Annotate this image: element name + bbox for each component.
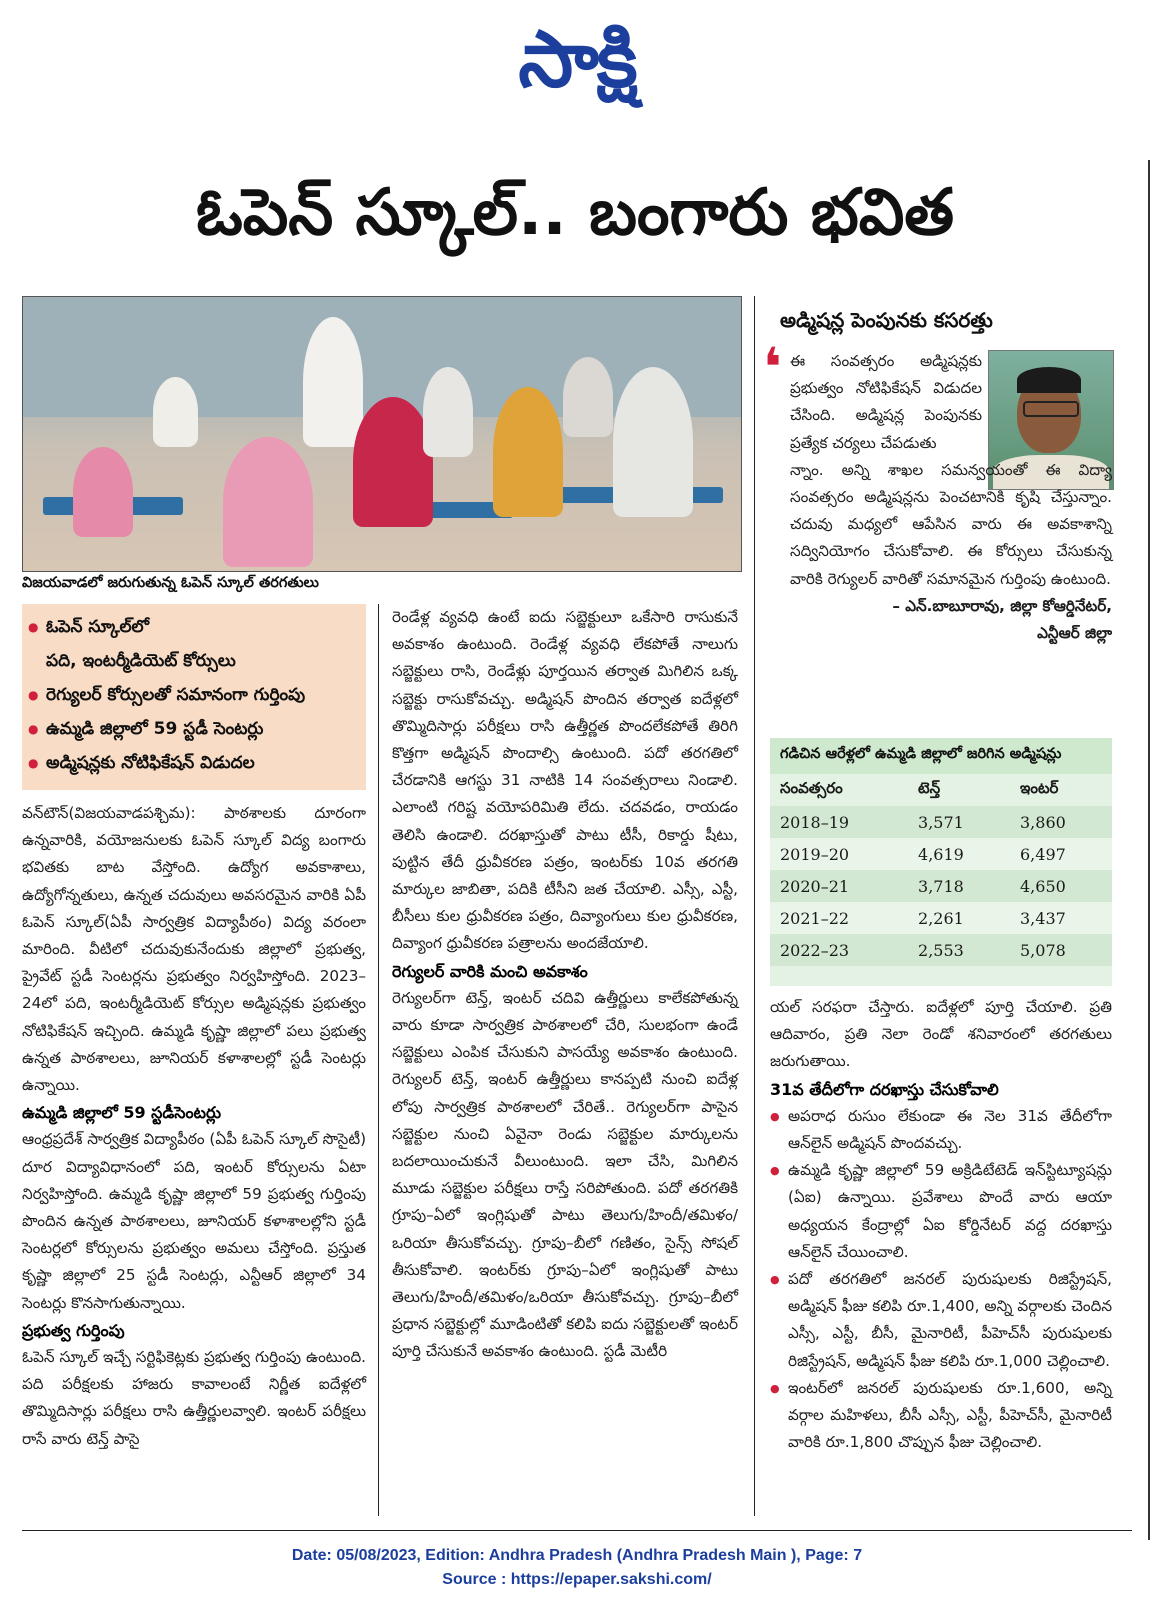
highlight-item: ● ఓపెన్ స్కూల్‌లో	[32, 610, 356, 644]
bullet-item: ● ఇంటర్‌లో జనరల్ పురుషులకు రూ.1,600, అన్ని వర్గాల మహిళలు, బీసీ ఎస్సీ, ఎస్టీ, పీహెచ్‌సీ, మైనారిటీ వారికి రూ.1,800 చొప్పున ఫీజు చెల్లించాలి.	[770, 1375, 1112, 1457]
masthead-logo: సాక్షి	[518, 15, 636, 105]
column-divider	[378, 604, 379, 1516]
edition-line: Date: 05/08/2023, Edition: Andhra Pradesh (Andhra Pradesh Main ), Page: 7	[291, 1547, 863, 1564]
data-table	[770, 774, 1112, 966]
article-column-2	[392, 604, 738, 1366]
highlight-item: పది, ఇంటర్మీడియెట్ కోర్సులు	[46, 651, 236, 671]
table-cell: 3,718	[908, 870, 1010, 902]
table-row	[770, 838, 1112, 870]
table-cell: 2020–21	[770, 870, 908, 902]
table-cell: 2022–23	[770, 934, 908, 966]
attribution: ఎన్టీఆర్ జిల్లా	[1037, 624, 1112, 643]
intro-paragraph: వన్‌టౌన్(విజయవాడపశ్చిమ): పాఠశాలకు దూరంగా ఉన్నవారికి, వయోజనులకు ఓపెన్ స్కూల్ విద్య బంగారు భవితకు బాట వేస్తోంది. ఉద్యోగ అవకాశాలు, ఉద్యోగోన్నతులు, ఉన్నత చదువులు అవసరమైన వారికి ఏపీ ఓపెన్ స్కూల్(ఏపీ సార్వత్రిక విద్యాపీఠం) విద్య వరంలా మారింది. వీటిలో చదువుకునేందుకు జిల్లాలో ప్రభుత్వ, ప్రైవేట్ స్టడీ సెంటర్లను ప్రభుత్వం నిర్వహిస్తోంది. 2023–24లో పది, ఇంటర్మీడియెట్ కోర్సుల అడ్మిషన్లకు ప్రభుత్వం నోటిఫికేషన్ ఇచ్చింది. ఉమ్మడి కృష్ణా జిల్లాలో పలు ప్రభుత్వ ఉన్నత పాఠశాలలు, జూనియర్ కళాశాలల్లో స్టడీ సెంటర్లు ఉన్నాయి.	[22, 804, 366, 1095]
subheading: 31వ తేదీలోగా దరఖాస్తు చేసుకోవాలి	[770, 1079, 999, 1099]
table-cell: 4,619	[908, 838, 1010, 870]
table-cell: 2019–20	[770, 838, 908, 870]
page-edge	[1148, 160, 1150, 1540]
column-header: సంవత్సరం	[780, 779, 843, 797]
footer-divider	[22, 1530, 1132, 1531]
interview-text: ఈ సంవత్సరం అడ్మిషన్లకు ప్రభుత్వం నోటిఫికేషన్ విడుదల చేసింది. అడ్మిషన్ల పెంపునకు ప్రత్యేక చర్యలు చేపడుతు	[790, 352, 982, 452]
interview-text: న్నాం. అన్ని శాఖల సమన్వయంతో ఈ విద్యా సంవత్సరం అడ్మిషన్లను పెంచటానికి కృషి చేస్తున్నాం. చదువు మధ్యలో ఆపేసిన వారు ఈ అవకాశాన్ని సద్వినియోగం చేసుకోవాలి. ఈ కోర్సులు చేసుకున్న వారికి రెగ్యులర్ వారితో సమానమైన గుర్తింపు ఉంటుంది.	[790, 460, 1112, 588]
attribution: – ఎన్.బాబూరావు, జిల్లా కోఆర్డినేటర్,	[892, 596, 1112, 615]
column-divider	[754, 296, 755, 1516]
subheading: ఉమ్మడి జిల్లాలో 59 స్టడీసెంటర్లు	[22, 1103, 221, 1123]
table-cell: 5,078	[1010, 934, 1112, 966]
highlight-item: ● అడ్మిషన్లకు నోటిఫికేషన్ విడుదల	[32, 746, 356, 780]
table-row	[770, 870, 1112, 902]
column-header: ఇంటర్	[1020, 779, 1059, 797]
table-cell: 6,497	[1010, 838, 1112, 870]
bullet-item: ● ఉమ్మడి కృష్ణా జిల్లాలో 59 అక్రిడిటేటెడ్ ఇన్‌స్టిట్యూషన్లు (ఏఐ) ఉన్నాయి. ప్రవేశాలు పొందే వారు ఆయా అధ్యయన కేంద్రాల్లో ఏఐ కోర్డినేటర్ వద్ద దరఖాస్తు ఆన్‌లైన్ చేయించాలి.	[770, 1157, 1112, 1266]
column-header: టెన్త్	[918, 779, 941, 797]
article-column-1	[22, 800, 366, 1453]
table-cell: 3,860	[1010, 806, 1112, 838]
subheading: రెగ్యులర్ వారికి మంచి అవకాశం	[392, 961, 588, 981]
footer	[0, 1544, 1154, 1592]
highlights-box	[22, 604, 366, 790]
paragraph: ఆంధ్రప్రదేశ్ సార్వత్రిక విద్యాపీఠం (ఏపీ ఓపెన్ స్కూల్ సొసైటీ) దూర విద్యావిధానంలో పది, ఇంటర్ కోర్సులను ఏటా నిర్వహిస్తోంది. ఉమ్మడి కృష్ణా జిల్లాలో 59 ప్రభుత్వ గుర్తింపు పొందిన ఉన్నత పాఠశాలలు, జూనియర్ కళాశాలల్లోని స్టడీ సెంటర్లలో కోర్సులను ప్రభుత్వం అమలు చేస్తోంది. ప్రస్తుత కృష్ణా జిల్లాలో 25 స్టడీ సెంటర్లు, ఎన్టీఆర్ జిల్లాలో 34 సెంటర్లు కొనసాగుతున్నాయి.	[22, 1130, 366, 1312]
quote-mark-icon: ❛	[763, 336, 782, 399]
table-cell: 2021–22	[770, 902, 908, 934]
table-cell: 2,261	[908, 902, 1010, 934]
source-link[interactable]: Source : https://epaper.sakshi.com/	[442, 1571, 712, 1588]
table-cell: 3,437	[1010, 902, 1112, 934]
table-cell: 3,571	[908, 806, 1010, 838]
highlight-item: ● రెగ్యులర్ కోర్సులతో సమానంగా గుర్తింపు	[32, 678, 356, 712]
paragraph: ఓపెన్ స్కూల్ ఇచ్చే సర్టిఫికెట్లకు ప్రభుత్వ గుర్తింపు ఉంటుంది. పది పరీక్షలకు హాజరు కావాలంటే నిర్ణీత ఐదేళ్లలో తొమ్మిదిసార్లు పరీక్షలు రాసి ఉత్తీర్ణులవ్వాలి. ఇంటర్ పరీక్షలు రాసే వారు టెన్త్ పాసై	[22, 1348, 366, 1448]
paragraph: రెగ్యులర్‌గా టెన్త్, ఇంటర్ చదివి ఉత్తీర్ణులు కాలేకపోతున్న వారు కూడా సార్వత్రిక పాఠశాలలో చేరి, సులభంగా ఉండే సబ్జెక్టులు ఎంపిక చేసుకుని పాసయ్యే అవకాశం ఉంటుంది. రెగ్యులర్ టెన్త్, ఇంటర్ ఉత్తీర్ణులు కానప్పటి నుంచి ఐదేళ్ల లోపు సార్వత్రిక పాఠశాలలో చేరితే.. రెగ్యులర్‌గా పాసైన సబ్జెక్టుల నుంచి ఏవైనా రెండు సబ్జెక్టుల మార్కులను బదలాయించుకునే వీలుంటుంది. ఇలా చేసి, మిగిలిన మూడు సబ్జెక్టుల పరీక్షలు రాస్తే సరిపోతుంది. పదో తరగతికి గ్రూపు–ఏలో ఇంగ్లిషుతో పాటు తెలుగు/హిందీ/తమిళం/ఒరియా తీసుకోవచ్చు. గ్రూపు–బీలో గణితం, సైన్స్ సోషల్ తీసుకోవాలి. ఇంటర్‌కు గ్రూపు–ఏలో ఇంగ్లిషుతో పాటు తెలుగు/హిందీ/తమిళం/ఒరియా తీసుకోవచ్చు. గ్రూపు–బీలో ప్రధాన సబ్జెక్టుల్లో మూడింటితో కలిపి ఐదు సబ్జెక్టులతో ఇంటర్ పూర్తి చేసుకునే అవకాశం ఉంటుంది. స్టడీ మెటీరి	[392, 988, 738, 1361]
photo-caption: విజయవాడలో జరుగుతున్న ఓపెన్ స్కూల్ తరగతులు	[22, 575, 319, 591]
table-row	[770, 902, 1112, 934]
table-title: గడిచిన ఆరేళ్లలో ఉమ్మడి జిల్లాలో జరిగిన అడ్మిషన్లు	[770, 738, 1112, 774]
table-row	[770, 806, 1112, 838]
bullet-item: ● అపరాధ రుసుం లేకుండా ఈ నెల 31వ తేదీలోగా ఆన్‌లైన్ అడ్మిషన్ పొందవచ్చు.	[770, 1103, 1112, 1157]
bullet-item: ● పదో తరగతిలో జనరల్ పురుషులకు రిజిస్ట్రేషన్, అడ్మిషన్ ఫీజు కలిపి రూ.1,400, అన్ని వర్గాలకు చెందిన ఎస్సీ, ఎస్టీ, బీసీ, మైనారిటీ, పీహెచ్‌సీ పురుషులకు రిజిస్ట్రేషన్, అడ్మిషన్ ఫీజు కలిపి రూ.1,000 చెల్లించాలి.	[770, 1266, 1112, 1375]
table-cell: 2,553	[908, 934, 1010, 966]
highlight-item: ● ఉమ్మడి జిల్లాలో 59 స్టడీ సెంటర్లు	[32, 712, 356, 746]
paragraph: యల్ సరఫరా చేస్తారు. ఐదేళ్లలో పూర్తి చేయాలి. ప్రతి ఆదివారం, ప్రతి నెలా రెండో శనివారంలో తరగతులు జరుగుతాయి.	[770, 998, 1112, 1071]
subheading: ప్రభుత్వ గుర్తింపు	[22, 1320, 125, 1340]
table-row	[770, 934, 1112, 966]
table-cell: 4,650	[1010, 870, 1112, 902]
headline: ఓపెన్ స్కూల్.. బంగారు భవిత	[195, 176, 955, 250]
article-column-3	[770, 994, 1112, 1456]
interview-title: అడ్మిషన్ల పెంపునకు కసరత్తు	[780, 308, 993, 332]
interview-body	[790, 348, 1112, 647]
table-cell: 2018–19	[770, 806, 908, 838]
classroom-photo	[22, 296, 742, 572]
paragraph: రెండేళ్ల వ్యవధి ఉంటే ఐదు సబ్జెక్టులూ ఒకేసారి రాసుకునే అవకాశం ఉంటుంది. రెండేళ్ల వ్యవధి లేకపోతే నాలుగు సబ్జెక్టులు రాసి, రెండేళ్లు పూర్తయిన తర్వాత మిగిలిన ఒక్క సబ్జెక్టు రాసుకోవచ్చు. అడ్మిషన్ పొందిన తర్వాత ఐదేళ్లలో తొమ్మిదిసార్లు పరీక్షలు రాసి ఉత్తీర్ణత పొందలేకపోతే తిరిగి కొత్తగా అడ్మిషన్ పొందాల్సి ఉంటుంది. పదో తరగతిలో చేరడానికి ఆగస్టు 31 నాటికి 14 సంవత్సరాలు నిండాలి. ఎలాంటి గరిష్ట వయోపరిమితి లేదు. చదవడం, రాయడం తెలిసి ఉండాలి. దరఖాస్తుతో పాటు టీసీ, రికార్డు షీటు, పుట్టిన తేదీ ధ్రువీకరణ పత్రం, ఇంటర్‌కు 10వ తరగతి మార్కుల జాబితా, పదికి టీసీని జత చేయాలి. ఎస్సీ, ఎస్టీ, బీసీలు కుల ధ్రువీకరణ పత్రం, దివ్యాంగులు కుల ధ్రువీకరణ, దివ్యాంగ ధ్రువీకరణ పత్రాలను అందజేయాలి.	[392, 608, 738, 953]
admissions-table	[770, 738, 1112, 986]
